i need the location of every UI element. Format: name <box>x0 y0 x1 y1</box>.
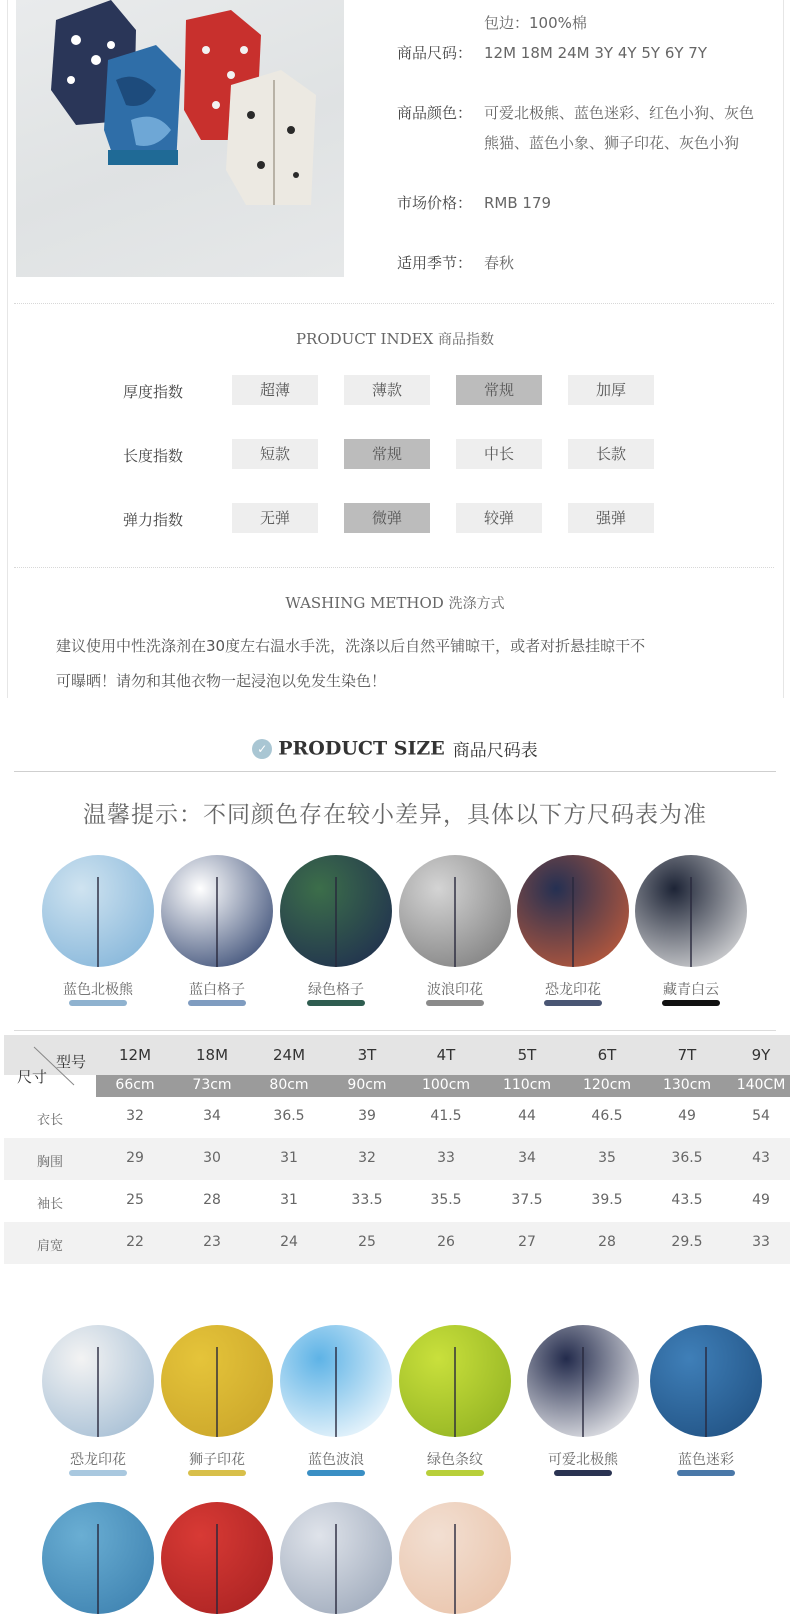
height-header-cell: 66cm <box>115 1077 155 1093</box>
top-swatch-image <box>280 855 392 967</box>
zipper-icon <box>216 877 218 967</box>
lining-material: 包边：100%棉 <box>484 14 587 32</box>
top-swatch-image <box>517 855 629 967</box>
chip-length-2: 中长 <box>456 439 542 469</box>
bottom-swatch-label: 恐龙印花 <box>70 1452 126 1468</box>
size-header-cell: 7T <box>677 1046 697 1064</box>
top-swatch-label: 蓝白格子 <box>189 982 245 998</box>
top-swatch-image <box>399 855 511 967</box>
zipper-icon <box>216 1347 218 1437</box>
top-swatch-image <box>42 855 154 967</box>
table-cell: 31 <box>280 1150 298 1166</box>
size-header-cell: 24M <box>272 1046 306 1064</box>
table-cell: 33.5 <box>351 1192 383 1208</box>
product-size-title-cn: 商品尺码表 <box>452 741 538 761</box>
partial-swatch-image <box>42 1502 154 1614</box>
chip-elasticity-1: 微弹 <box>344 503 430 533</box>
bottom-swatch-color-bar <box>426 1470 484 1476</box>
size-header-cell: 18M <box>195 1046 229 1064</box>
height-header-cell: 73cm <box>192 1077 232 1093</box>
chip-elasticity-2: 较弹 <box>456 503 542 533</box>
size-value: 12M 18M 24M 3Y 4Y 5Y 6Y 7Y <box>484 44 707 62</box>
product-photo <box>16 0 344 277</box>
table-cell: 27 <box>518 1234 536 1250</box>
size-header-cell: 4T <box>436 1046 456 1064</box>
size-label: 商品尺码： <box>397 44 473 62</box>
table-cell: 29.5 <box>671 1234 703 1250</box>
product-index-title-en: PRODUCT INDEX <box>295 330 434 348</box>
table-cell: 28 <box>598 1234 616 1250</box>
table-cell: 25 <box>358 1234 376 1250</box>
product-index-title-cn: 商品指数 <box>438 332 495 348</box>
table-cell: 44 <box>518 1108 536 1124</box>
table-cell: 39.5 <box>591 1192 623 1208</box>
chip-length-0: 短款 <box>232 439 318 469</box>
zipper-icon <box>335 877 337 967</box>
washing-text-line-2: 可曝晒！请勿和其他衣物一起浸泡以免发生染色！ <box>56 672 387 690</box>
season-row <box>397 248 484 278</box>
top-swatch-color-bar <box>188 1000 246 1006</box>
top-swatch-label: 波浪印花 <box>427 982 483 998</box>
bottom-swatch-image <box>161 1325 273 1437</box>
top-swatch-color-bar <box>662 1000 720 1006</box>
table-cell: 41.5 <box>430 1108 462 1124</box>
bottom-swatch-image <box>280 1325 392 1437</box>
table-cell: 35 <box>598 1150 616 1166</box>
zipper-icon <box>572 877 574 967</box>
table-cell: 37.5 <box>511 1192 543 1208</box>
corner-model-label: 型号 <box>56 1053 87 1071</box>
table-cell: 54 <box>752 1108 770 1124</box>
zipper-icon <box>454 1524 456 1614</box>
size-header-cell: 12M <box>118 1046 152 1064</box>
size-row <box>397 38 484 68</box>
price-row <box>397 188 484 218</box>
height-header-cell: 140CM <box>736 1077 786 1093</box>
height-header-cell: 130cm <box>662 1077 712 1093</box>
height-header-cell: 90cm <box>347 1077 387 1093</box>
divider <box>14 303 774 304</box>
chip-thickness-3: 加厚 <box>568 375 654 405</box>
washing-title-en: WASHING METHOD <box>285 594 444 612</box>
table-cell: 43 <box>752 1150 770 1166</box>
table-cell: 25 <box>126 1192 144 1208</box>
season-label: 适用季节： <box>397 254 473 272</box>
bottom-swatch-label: 蓝色波浪 <box>308 1452 364 1468</box>
size-header-cell: 5T <box>517 1046 537 1064</box>
chip-length-1: 常规 <box>344 439 430 469</box>
washing-title-cn: 洗涤方式 <box>448 596 505 612</box>
partial-swatch-image <box>399 1502 511 1614</box>
top-swatch-label: 恐龙印花 <box>545 982 601 998</box>
table-cell: 36.5 <box>671 1150 703 1166</box>
table-cell: 24 <box>280 1234 298 1250</box>
partial-swatch-image <box>280 1502 392 1614</box>
size-header-cell: 9Y <box>751 1046 771 1064</box>
top-swatch-color-bar <box>426 1000 484 1006</box>
table-row-label: 衣长 <box>37 1113 64 1128</box>
color-label: 商品颜色： <box>397 104 473 122</box>
top-swatch-label: 绿色格子 <box>308 982 364 998</box>
product-size-rule <box>14 771 776 772</box>
product-size-header <box>0 736 790 766</box>
jackets-illustration <box>16 0 344 277</box>
chip-length-3: 长款 <box>568 439 654 469</box>
zipper-icon <box>335 1347 337 1437</box>
season-value: 春秋 <box>484 254 515 272</box>
table-cell: 30 <box>203 1150 221 1166</box>
top-swatch-color-bar <box>544 1000 602 1006</box>
table-cell: 23 <box>203 1234 221 1250</box>
top-swatch-color-bar <box>69 1000 127 1006</box>
zipper-icon <box>582 1347 584 1437</box>
height-header-cell: 120cm <box>582 1077 632 1093</box>
size-header-cell: 6T <box>597 1046 617 1064</box>
table-cell: 46.5 <box>591 1108 623 1124</box>
table-cell: 28 <box>203 1192 221 1208</box>
table-cell: 35.5 <box>430 1192 462 1208</box>
zipper-icon <box>454 877 456 967</box>
color-value: 可爱北极熊、蓝色迷彩、红色小狗、灰色熊猫、蓝色小象、狮子印花、灰色小狗 <box>484 104 755 152</box>
table-cell: 49 <box>752 1192 770 1208</box>
table-cell: 32 <box>358 1150 376 1166</box>
chip-thickness-1: 薄款 <box>344 375 430 405</box>
table-cell: 32 <box>126 1108 144 1124</box>
color-row <box>397 98 484 128</box>
index-label-length: 长度指数 <box>123 447 184 465</box>
table-row <box>4 1138 790 1180</box>
height-header-cell: 110cm <box>502 1077 552 1093</box>
chip-elasticity-0: 无弹 <box>232 503 318 533</box>
table-row-label: 胸围 <box>37 1155 64 1170</box>
bottom-swatch-label: 可爱北极熊 <box>548 1452 618 1468</box>
table-cell: 43.5 <box>671 1192 703 1208</box>
divider <box>14 1030 776 1031</box>
table-cell: 29 <box>126 1150 144 1166</box>
table-cell: 36.5 <box>273 1108 305 1124</box>
partial-swatch-image <box>161 1502 273 1614</box>
size-tip: 温馨提示：不同颜色存在较小差异，具体以下方尺码表为准 <box>83 802 707 828</box>
height-header-cell: 100cm <box>421 1077 471 1093</box>
divider <box>14 567 774 568</box>
product-size-title-en: PRODUCT SIZE <box>278 737 445 760</box>
zipper-icon <box>97 877 99 967</box>
bottom-swatch-label: 蓝色迷彩 <box>678 1452 734 1468</box>
zipper-icon <box>97 1524 99 1614</box>
bottom-swatch-image <box>650 1325 762 1437</box>
table-cell: 34 <box>203 1108 221 1124</box>
top-swatch-image <box>161 855 273 967</box>
index-label-elasticity: 弹力指数 <box>123 511 184 529</box>
table-row-label: 袖长 <box>37 1197 64 1212</box>
chip-thickness-2: 常规 <box>456 375 542 405</box>
zipper-icon <box>216 1524 218 1614</box>
top-swatch-label: 藏青白云 <box>663 982 719 998</box>
table-cell: 34 <box>518 1150 536 1166</box>
table-row <box>4 1180 790 1222</box>
washing-title <box>0 593 790 613</box>
bottom-swatch-label: 绿色条纹 <box>427 1452 483 1468</box>
top-swatch-label: 蓝色北极熊 <box>63 982 133 998</box>
zipper-icon <box>335 1524 337 1614</box>
check-circle-icon: ✓ <box>252 739 272 759</box>
size-header-cell: 3T <box>357 1046 377 1064</box>
table-cell: 33 <box>752 1234 770 1250</box>
table-cell: 33 <box>437 1150 455 1166</box>
bottom-swatch-color-bar <box>188 1470 246 1476</box>
washing-text-line-1: 建议使用中性洗涤剂在30度左右温水手洗，洗涤以后自然平铺晾干，或者对折悬挂晾干不 <box>56 637 646 655</box>
table-cell: 26 <box>437 1234 455 1250</box>
table-cell: 39 <box>358 1108 376 1124</box>
price-value: RMB 179 <box>484 194 552 212</box>
zipper-icon <box>454 1347 456 1437</box>
corner-size-label: 尺寸 <box>17 1068 48 1086</box>
bottom-swatch-color-bar <box>69 1470 127 1476</box>
table-row-label: 肩宽 <box>37 1239 64 1254</box>
height-header-cell: 80cm <box>269 1077 309 1093</box>
table-cell: 31 <box>280 1192 298 1208</box>
zipper-icon <box>705 1347 707 1437</box>
chip-thickness-0: 超薄 <box>232 375 318 405</box>
bottom-swatch-color-bar <box>677 1470 735 1476</box>
bottom-swatch-label: 狮子印花 <box>189 1452 245 1468</box>
table-cell: 49 <box>678 1108 696 1124</box>
bottom-swatch-image <box>527 1325 639 1437</box>
chip-elasticity-3: 强弹 <box>568 503 654 533</box>
product-index-title <box>0 329 790 349</box>
bottom-swatch-image <box>42 1325 154 1437</box>
bottom-swatch-color-bar <box>307 1470 365 1476</box>
table-cell: 22 <box>126 1234 144 1250</box>
table-row <box>4 1096 790 1138</box>
zipper-icon <box>690 877 692 967</box>
top-swatch-color-bar <box>307 1000 365 1006</box>
table-row <box>4 1222 790 1264</box>
zipper-icon <box>97 1347 99 1437</box>
bottom-swatch-image <box>399 1325 511 1437</box>
index-label-thickness: 厚度指数 <box>123 383 184 401</box>
bottom-swatch-color-bar <box>554 1470 612 1476</box>
price-label: 市场价格： <box>397 194 473 212</box>
top-swatch-image <box>635 855 747 967</box>
